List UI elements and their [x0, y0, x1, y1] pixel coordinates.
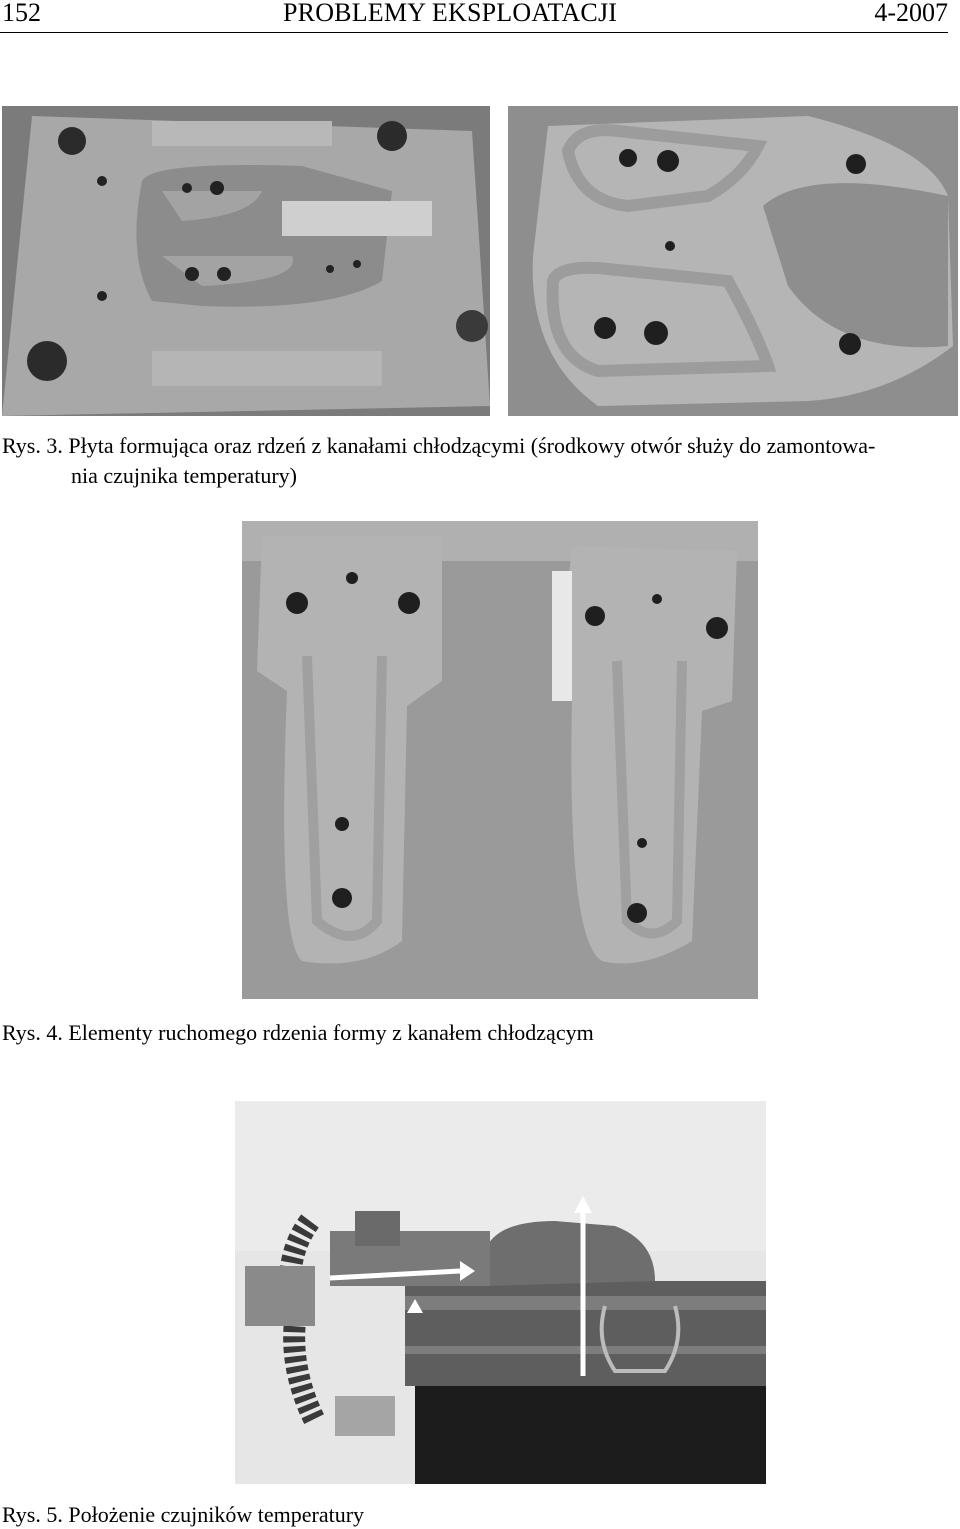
figure-3-caption-line-1: Rys. 3. Płyta formująca oraz rdzeń z kanałami chłodzącymi (środkowy otwór służy do zamontowa- [2, 433, 876, 458]
moving-core-elements-photo [242, 521, 758, 999]
core-photo [508, 106, 958, 416]
figure-3-caption-line-2: nia czujnika temperatury) [71, 463, 298, 488]
forming-plate-photo [2, 106, 490, 416]
figure-5-caption: Rys. 5. Położenie czujników temperatury [2, 1502, 365, 1527]
running-header [0, 0, 948, 33]
page-number: 152 [2, 0, 41, 27]
figure-4-caption: Rys. 4. Elementy ruchomego rdzenia formy z kanałem chłodzącym [2, 1020, 594, 1045]
journal-title: PROBLEMY EKSPLOATACJI [283, 0, 618, 27]
sensor-placement-photo [235, 1101, 766, 1484]
issue-number: 4-2007 [874, 0, 948, 27]
